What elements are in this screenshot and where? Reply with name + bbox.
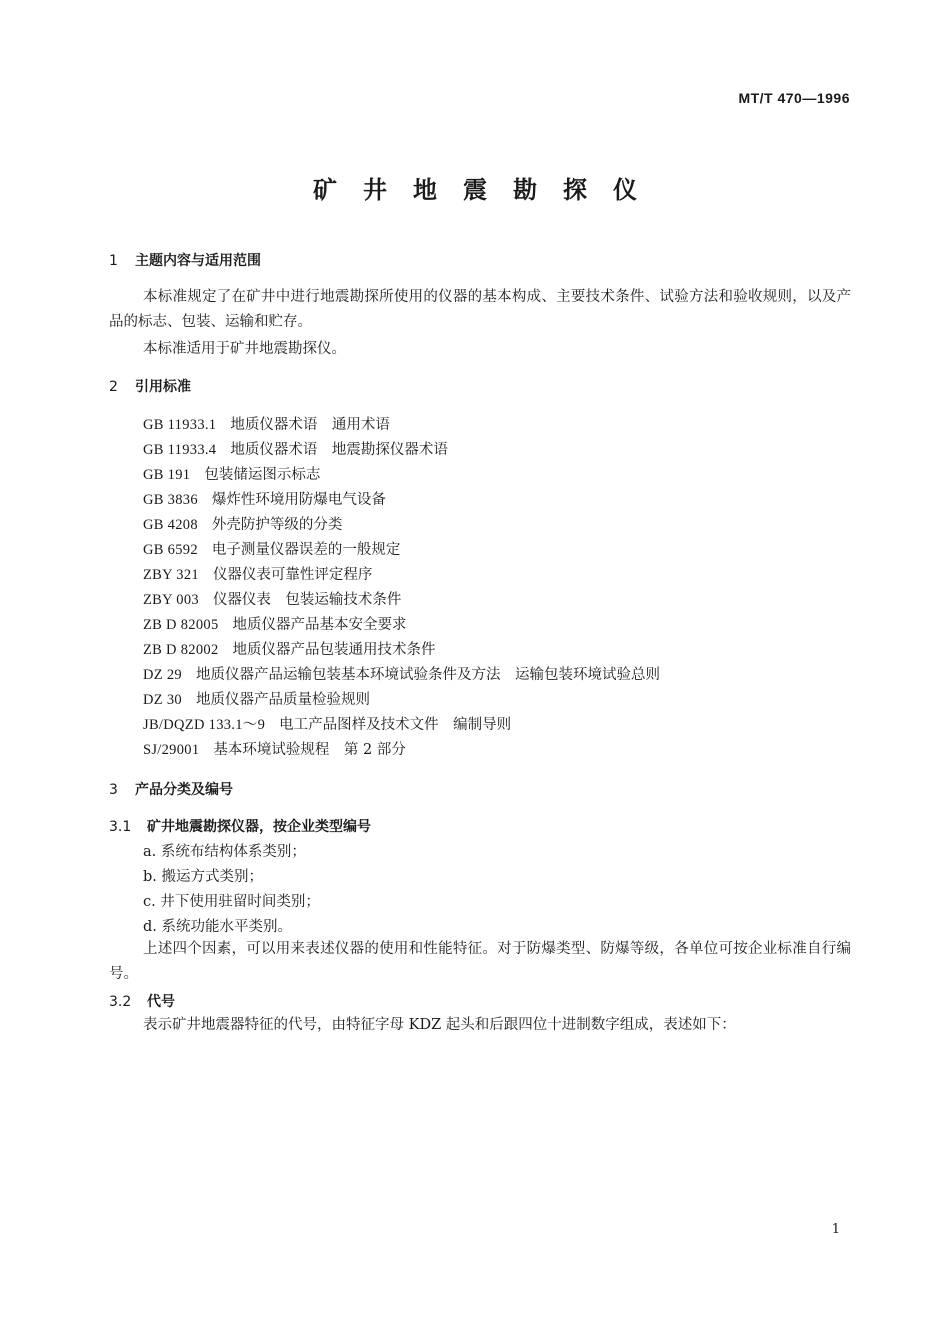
reference-item (143, 488, 386, 509)
reference-code: GB 6592 (143, 542, 198, 558)
list-item: c. 井下使用驻留时间类别； (143, 894, 320, 910)
section-3-1-paragraph: 上述四个因素，可以用来表述仪器的使用和性能特征。对于防爆类型、防爆等级，各单位可按企业标准自行编号。 (109, 941, 851, 982)
reference-title: 包装储运图示标志 (204, 467, 321, 483)
reference-title: 电工产品图样及技术文件 编制导则 (279, 717, 512, 733)
section-3-2-paragraph: 表示矿井地震器特征的代号，由特征字母 KDZ 起头和后跟四位十进制数字组成，表述如下： (143, 1017, 736, 1033)
reference-code: ZB D 82002 (143, 642, 219, 658)
reference-title: 地质仪器产品质量检验规则 (195, 692, 370, 708)
section-2-heading (109, 376, 191, 396)
reference-title: 电子测量仪器误差的一般规定 (211, 542, 401, 558)
list-item: a. 系统布结构体系类别； (143, 844, 306, 860)
reference-item (143, 538, 400, 559)
section-3-1-heading (109, 816, 371, 836)
reference-item (143, 438, 448, 459)
reference-item (143, 713, 511, 734)
section-number: 1 (109, 253, 118, 269)
section-1-paragraph-1: 本标准规定了在矿井中进行地震勘探所使用的仪器的基本构成、主要技术条件、试验方法和验收规则，以及产品的标志、包装、运输和贮存。 (109, 289, 851, 330)
section-title: 产品分类及编号 (135, 782, 233, 798)
reference-item (143, 688, 370, 709)
list-item: b. 搬运方式类别； (143, 869, 263, 885)
reference-title: 外壳防护等级的分类 (211, 517, 343, 533)
reference-code: GB 11933.1 (143, 417, 217, 433)
reference-item (143, 513, 342, 534)
section-number: 2 (109, 379, 118, 395)
reference-item (143, 663, 660, 684)
reference-code: SJ/29001 (143, 742, 200, 758)
reference-title: 爆炸性环境用防爆电气设备 (211, 492, 386, 508)
reference-item (143, 638, 436, 659)
reference-item (143, 738, 406, 759)
standard-code: MT/T 470—1996 (738, 90, 850, 106)
section-3-heading (109, 779, 233, 799)
reference-item (143, 563, 372, 584)
page-number: 1 (831, 1222, 840, 1237)
section-1-heading (109, 250, 261, 270)
reference-code: GB 191 (143, 467, 191, 483)
reference-code: ZB D 82005 (143, 617, 219, 633)
reference-item (143, 613, 407, 634)
document-title: 矿井地震勘探仪 (313, 176, 663, 204)
section-title: 主题内容与适用范围 (135, 253, 261, 269)
reference-title: 基本环境试验规程 第 2 部分 (213, 742, 406, 758)
reference-item (143, 588, 401, 609)
reference-code: DZ 30 (143, 692, 182, 708)
reference-code: JB/DQZD 133.1～9 (143, 717, 266, 733)
reference-code: ZBY 321 (143, 567, 199, 583)
reference-code: GB 11933.4 (143, 442, 217, 458)
reference-title: 地质仪器术语 通用术语 (230, 417, 390, 433)
reference-title: 地质仪器产品包装通用技术条件 (232, 642, 436, 658)
reference-code: DZ 29 (143, 667, 182, 683)
section-number: 3.1 (109, 819, 132, 835)
reference-code: GB 4208 (143, 517, 198, 533)
list-item: d. 系统功能水平类别。 (143, 919, 292, 935)
reference-code: GB 3836 (143, 492, 198, 508)
reference-item (143, 463, 320, 484)
reference-title: 地质仪器产品运输包装基本环境试验条件及方法 运输包装环境试验总则 (195, 667, 660, 683)
reference-title: 地质仪器产品基本安全要求 (232, 617, 407, 633)
section-3-2-heading (109, 991, 175, 1011)
section-title: 代号 (147, 994, 175, 1010)
reference-title: 仪器仪表可靠性评定程序 (212, 567, 373, 583)
section-title: 矿井地震勘探仪器，按企业类型编号 (147, 819, 371, 835)
section-number: 3 (109, 782, 118, 798)
reference-title: 仪器仪表 包装运输技术条件 (212, 592, 402, 608)
reference-item (143, 413, 390, 434)
section-1-paragraph-2: 本标准适用于矿井地震勘探仪。 (143, 341, 346, 357)
reference-title: 地质仪器术语 地震勘探仪器术语 (230, 442, 448, 458)
section-number: 3.2 (109, 994, 132, 1010)
section-title: 引用标准 (135, 379, 191, 395)
reference-code: ZBY 003 (143, 592, 199, 608)
